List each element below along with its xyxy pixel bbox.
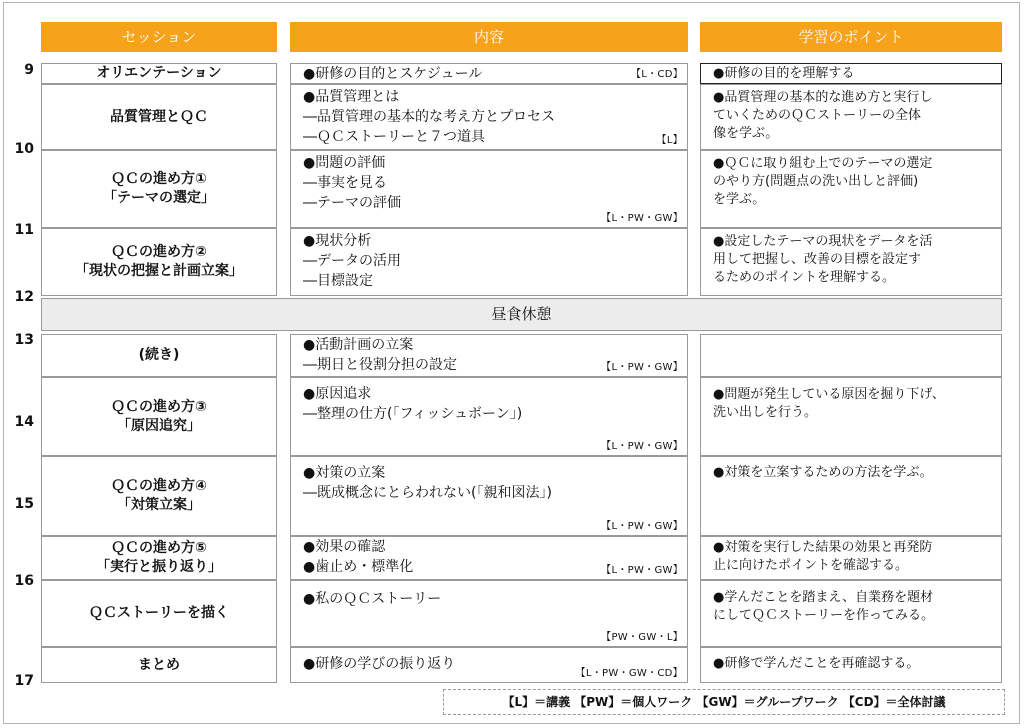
session-cell: [41, 536, 277, 580]
hour-label: 12: [14, 289, 34, 305]
session-cell: [41, 334, 277, 377]
points-line: るためのポイントを理解する。: [713, 270, 896, 285]
content-line: ―テーマの評価: [303, 195, 401, 211]
content-line: ●私のＱＣストーリー: [303, 591, 442, 607]
points-line: のやり方(問題点の洗い出しと評価): [713, 174, 919, 189]
method-tag: 【PW・GW・L】: [601, 632, 683, 643]
session-subtitle: 「対策立案」: [117, 497, 201, 513]
content-line: ●原因追求: [303, 386, 372, 402]
session-title: まとめ: [138, 656, 180, 673]
points-line: ていくためのＱＣストーリーの全体: [713, 108, 922, 123]
session-cell: [41, 150, 277, 228]
session-title: ＱＣの進め方①: [111, 171, 207, 187]
header-session: セッション: [41, 22, 277, 52]
session-title: 品質管理とＱＣ: [110, 108, 208, 125]
content-line: ―目標設定: [303, 273, 373, 289]
points-line: ●設定したテーマの現状をデータを活: [713, 234, 933, 249]
content-line: ●研修の学びの振り返り: [303, 656, 456, 672]
content-line: ●活動計画の立案: [303, 337, 414, 353]
points-line: ●研修で学んだことを再確認する。: [713, 656, 920, 671]
content-line: ―期日と役割分担の設定: [303, 357, 457, 373]
content-cell: [290, 84, 688, 150]
method-tag: 【L・PW・GW】: [601, 362, 683, 373]
content-cell: [290, 536, 688, 580]
session-cell: [41, 456, 277, 536]
points-cell: [700, 228, 1002, 296]
session-cell: [41, 63, 277, 84]
points-cell: [700, 456, 1002, 536]
method-tag: 【L・PW・GW・CD】: [575, 668, 683, 679]
hour-label: 15: [14, 496, 34, 512]
session-title: オリエンテーション: [96, 65, 222, 81]
session-title: ＱＣストーリーを描く: [89, 605, 229, 621]
content-cell: [290, 150, 688, 228]
hour-label: 9: [24, 62, 34, 78]
method-legend: 【L】＝講義 【PW】＝個人ワーク 【GW】＝グループワーク 【CD】＝全体討議: [443, 689, 1005, 715]
points-line: 用して把握し、改善の目標を設定す: [713, 252, 922, 267]
content-cell: [290, 377, 688, 456]
content-line: ●研修の目的とスケジュール: [303, 66, 483, 82]
points-line: ●問題が発生している原因を掘り下げ、: [713, 387, 945, 402]
content-line: ●現状分析: [303, 233, 372, 249]
content-cell: [290, 647, 688, 683]
points-line: ●対策を実行した結果の効果と再発防: [713, 540, 933, 555]
points-line: を学ぶ。: [713, 192, 766, 207]
content-cell: [290, 580, 688, 647]
session-subtitle: 「現状の把握と計画立案」: [75, 263, 243, 279]
method-tag: 【L】: [656, 135, 683, 146]
points-line: 洗い出しを行う。: [713, 405, 818, 420]
content-line: ―データの活用: [303, 253, 401, 269]
lunch-break-bar: 昼食休憩: [41, 298, 1002, 331]
session-cell: [41, 377, 277, 456]
hour-label: 10: [14, 141, 34, 157]
hour-label: 11: [14, 222, 34, 238]
points-cell: [700, 536, 1002, 580]
session-title: ＱＣの進め方③: [111, 398, 207, 415]
points-cell: [700, 150, 1002, 228]
points-cell: [700, 63, 1002, 84]
method-tag: 【L・CD】: [630, 69, 683, 80]
points-cell: [700, 580, 1002, 647]
session-cell: [41, 647, 277, 683]
content-cell: [290, 228, 688, 296]
content-line: ●対策の立案: [303, 465, 386, 481]
points-line: ●品質管理の基本的な進め方と実行し: [713, 90, 933, 105]
points-cell: [700, 647, 1002, 683]
content-cell: [290, 456, 688, 536]
session-cell: [41, 228, 277, 296]
hour-label: 17: [14, 673, 34, 689]
session-cell: [41, 580, 277, 647]
session-subtitle: 「テーマの選定」: [103, 190, 215, 206]
content-line: ●歯止め・標準化: [303, 559, 414, 575]
content-line: ●効果の確認: [303, 539, 386, 555]
points-line: ●研修の目的を理解する: [713, 66, 855, 81]
method-tag: 【L・PW・GW】: [601, 521, 683, 532]
hour-label: 13: [14, 332, 34, 348]
session-title: ＱＣの進め方④: [111, 478, 207, 494]
content-line: ―既成概念にとらわれない(「親和図法」): [303, 485, 552, 501]
points-line: 像を学ぶ。: [713, 126, 779, 141]
session-subtitle: 「原因追究」: [117, 417, 201, 434]
content-line: ―整理の仕方(「フィッシュボーン」): [303, 406, 523, 422]
points-cell: [700, 84, 1002, 150]
content-cell: [290, 334, 688, 377]
header-content: 内容: [290, 22, 688, 52]
content-line: ●問題の評価: [303, 155, 386, 171]
points-line: ●学んだことを踏まえ、自業務を題材: [713, 590, 934, 605]
hour-label: 14: [14, 414, 34, 430]
points-line: ●対策を立案するための方法を学ぶ。: [713, 465, 933, 480]
method-tag: 【L・PW・GW】: [601, 565, 683, 576]
session-cell: [41, 84, 277, 150]
session-title: (続き): [138, 347, 180, 363]
content-cell: [290, 63, 688, 84]
points-line: にしてＱＣストーリーを作ってみる。: [713, 608, 935, 623]
header-points: 学習のポイント: [700, 22, 1002, 52]
hour-label: 16: [14, 573, 34, 589]
points-line: 止に向けたポイントを確認する。: [713, 558, 909, 573]
session-title: ＱＣの進め方②: [111, 244, 207, 260]
points-cell: [700, 377, 1002, 456]
content-line: ―事実を見る: [303, 175, 387, 191]
points-line: ●ＱＣに取り組む上でのテーマの選定: [713, 156, 933, 171]
content-line: ●品質管理とは: [303, 89, 400, 105]
session-title: ＱＣの進め方⑤: [111, 540, 207, 556]
method-tag: 【L・PW・GW】: [601, 213, 683, 224]
content-line: ―品質管理の基本的な考え方とプロセス: [303, 109, 555, 125]
session-subtitle: 「実行と振り返り」: [96, 559, 222, 575]
method-tag: 【L・PW・GW】: [601, 441, 683, 452]
points-cell: [700, 334, 1002, 377]
content-line: ―ＱＣストーリーと７つ道具: [303, 129, 485, 145]
